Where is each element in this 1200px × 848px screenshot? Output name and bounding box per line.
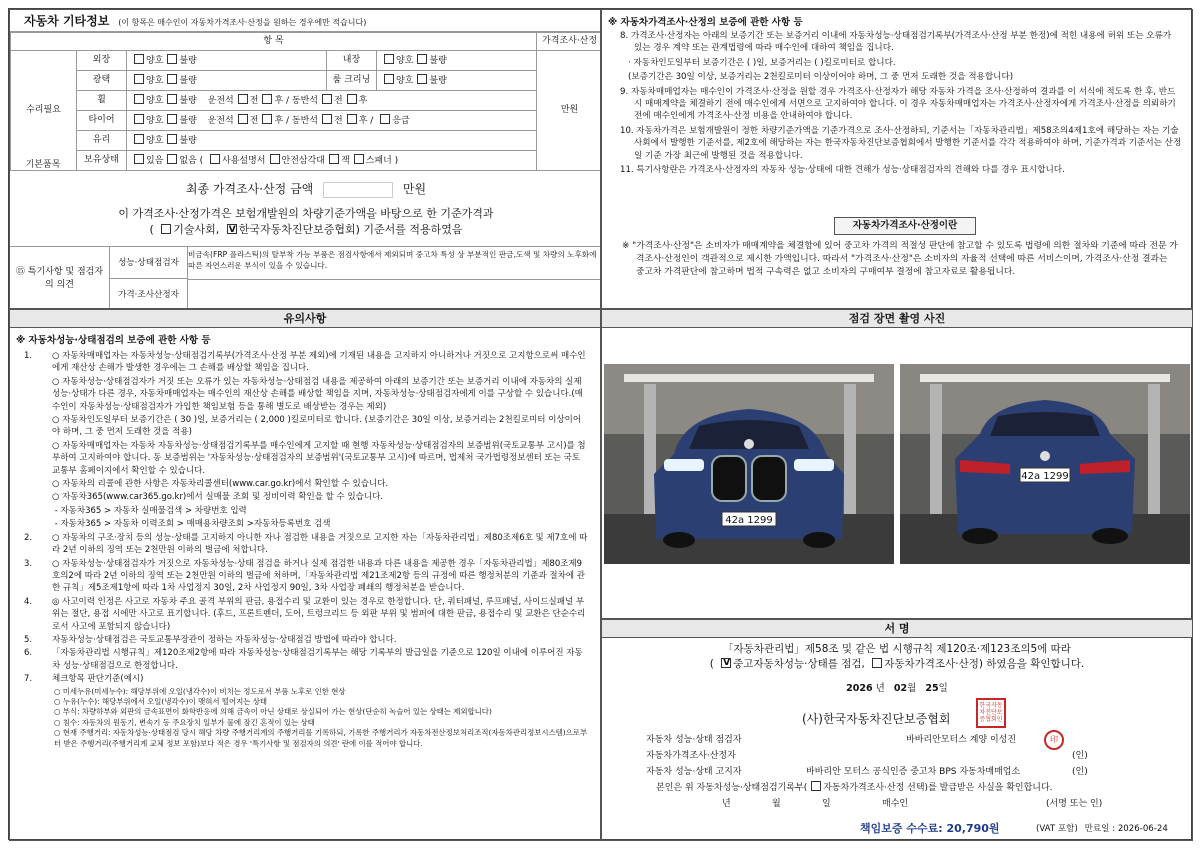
- kadi-label: 한국자동차진단보증협회) 기준서를 적용하였음: [238, 223, 463, 236]
- manual-label: 사용설명서: [222, 155, 266, 166]
- price-survey-checkbox[interactable]: [872, 658, 882, 668]
- note-number: 4.: [24, 596, 33, 607]
- note-item: [24, 350, 588, 375]
- rear-car-image: [900, 364, 1190, 564]
- wheel-driver-rear-checkbox[interactable]: [262, 94, 272, 104]
- criteria-item: ○ 누유(누수): 해당부위에서 오일(냉각수)이 맺혀서 떨어지는 상태: [54, 696, 268, 706]
- rear-label: 후: [358, 95, 368, 106]
- tech-society-checkbox[interactable]: [161, 224, 171, 234]
- front-label: 전: [249, 95, 259, 106]
- sign-year: 2026: [846, 683, 873, 694]
- cleaning-good-checkbox[interactable]: [384, 74, 394, 84]
- other-info-title: 자동차 기타정보: [24, 14, 110, 28]
- row-glass: 유리: [77, 131, 127, 151]
- price-manwon: 만원: [537, 51, 601, 171]
- wheel-good-checkbox[interactable]: [134, 94, 144, 104]
- interior-bad-checkbox[interactable]: [417, 54, 427, 64]
- para-9: [612, 86, 1182, 123]
- sign-date: [602, 680, 1192, 694]
- emergency-label: 응급: [392, 115, 410, 126]
- rear-label: 후: [274, 115, 284, 126]
- final-amount-row: [10, 178, 601, 200]
- org-seal-stamp: [976, 698, 1006, 728]
- row-wheel: 휠: [77, 91, 127, 111]
- triangle-label: 안전삼각대: [281, 155, 325, 166]
- note-text: ○ 자동차의 구조·장치 등의 성능·상태를 고지하지 아니한 자나 점검한 내용을 거짓으로 고지한 자는「자동차관리법」제80조제6호 및 제7호에 따라 2년 이하의 징역 또는 2천만원 이하의 벌금에 처합니다.: [52, 532, 588, 556]
- rear-plate-text: 42a 1299: [1021, 471, 1069, 482]
- passenger-seat-label: 동반석: [291, 95, 319, 106]
- sign-org: (사)한국자동차진단보증협회: [802, 712, 951, 726]
- front-label: 전: [334, 115, 343, 126]
- final-amount-input[interactable]: [323, 182, 393, 198]
- note-item: [30, 414, 588, 439]
- gloss-good-checkbox[interactable]: [134, 74, 144, 84]
- para-8: [612, 30, 1182, 55]
- tire-emergency-checkbox[interactable]: [380, 114, 390, 124]
- manual-checkbox[interactable]: [210, 154, 220, 164]
- org-seal-text: 한국자동차진단보증협회인: [979, 702, 1003, 723]
- note-item: [30, 478, 588, 490]
- glass-good-checkbox[interactable]: [134, 134, 144, 144]
- fee-label: 책임보증 수수료:: [860, 822, 943, 835]
- note-item: [24, 673, 588, 685]
- para-number: 11.: [620, 165, 634, 176]
- role2-seal-mark: (인): [1072, 751, 1088, 761]
- notes-list: [10, 350, 600, 686]
- sign-law-line: 「자동차관리법」제58조 및 같은 법 시행규칙 제120조·제123조의5에 따라: [723, 643, 1071, 655]
- note-text: ○ 자동차매매업자는 자동차 자동차성능·상태점검기록부를 매수인에게 고지할 때 현행 자동차성능·상태점검자의 보증범위(국토교통부 고시)를 첨부하여 고지하여야 합니다. 동 보증범위는 '자동차성능·상태점검자의 보증범위'(국토교통부 고시)에 따르며, 법제처 국가법령정보센터 또는 국토교통부 홈페이지에서 확인할 수 있습니다.: [52, 440, 586, 476]
- day-label: 일: [938, 683, 948, 694]
- note-item: [24, 532, 588, 557]
- wheel-bad-checkbox[interactable]: [167, 94, 177, 104]
- front-label: 전: [249, 115, 259, 126]
- gloss-bad-checkbox[interactable]: [167, 74, 177, 84]
- sign-roles: [646, 732, 1176, 812]
- wheel-pass-rear-checkbox[interactable]: [347, 94, 357, 104]
- para-8a: · 자동차인도일부터 보증기간은 ( )일, 보증거리는 ( )킬로미터로 합니다.: [628, 57, 896, 68]
- criteria-item: ○ 미세누유(미세누수): 해당부위에 오일(냉각수)이 비치는 정도로서 부품 노후로 인한 현상: [54, 686, 346, 696]
- basic-items-label: 기본품목: [25, 160, 61, 170]
- driver-seat-label: 운전석: [207, 95, 234, 106]
- bad-label: 불량: [179, 55, 197, 66]
- note-item: [24, 558, 588, 595]
- rear-photo: [900, 364, 1190, 564]
- row-gloss: 광택: [77, 71, 127, 91]
- rear-label: 후: [274, 95, 284, 106]
- note-item: [24, 647, 588, 672]
- note-number: 2.: [24, 532, 33, 543]
- buyer-sign-mark: (서명 또는 인): [1046, 799, 1103, 809]
- other-info-table: 항 목 가격조사·산정 수리필요 외장 양호 불량 내장 양호 불량 만원 광택 양호 불량 룸 크리닝 양호 불량 휠 양호 불량 운전석 전 후 / 동반석 전 후 타이어 양호 불량 운전석 전 후 / 동반석 전 후 / 응급 유리 양호 불량 보유상태 있음 없음 ( 사용설명서 안전삼각대 잭 스패너 ): [10, 32, 601, 171]
- fee-value: 20,790원: [946, 822, 1000, 835]
- holding-status-label: 보유상태: [77, 151, 127, 171]
- note-item: [30, 518, 588, 530]
- notes-heading: ※ 자동차성능·상태점검의 보증에 관한 사항 등: [16, 335, 211, 346]
- price-warranty-heading: ※ 자동차가격조사·산정의 보증에 관한 사항 등: [608, 17, 803, 28]
- tire-driver-rear-checkbox[interactable]: [262, 114, 272, 124]
- good-label: 양호: [146, 75, 164, 86]
- note-text: 체크항목 판단기준(예시): [52, 674, 144, 685]
- role1-label: 자동차 성능·상태 점검자: [646, 735, 742, 745]
- triangle-checkbox[interactable]: [270, 154, 280, 164]
- rear-label: 후: [358, 115, 368, 126]
- price-explain-text: ※ "가격조사·산정"은 소비자가 매매계약을 체결함에 있어 중고차 가격의 적절성 판단에 참고할 수 있도록 법령에 의한 절차와 기준에 따라 전문 가격조사·산정인이 객관적으로 제시한 가액입니다. 따라서 "가격조사·산정"은 소비자의 자율적 선택에 따른 서비스이며, 가격조사·산정 결과는 중고차 가격판단에 참고하며 법적 구속력은 없고 소비자의 구매여부 결정에 참고자료로 활용됩니다.: [622, 241, 1178, 278]
- photos-header: 점검 장면 촬영 사진: [602, 310, 1192, 328]
- front-label: 전: [334, 95, 343, 106]
- note-number: 7.: [24, 674, 33, 685]
- holding-have-checkbox[interactable]: [134, 154, 144, 164]
- role3-seal-mark: (인): [1072, 767, 1088, 777]
- price-warranty-panel: [601, 9, 1193, 309]
- final-amount-label: 최종 가격조사·산정 금액: [185, 182, 314, 196]
- note-text: ○ 자동차성능·상태점검자가 거짓 또는 오류가 있는 자동차성능·상태점검 내용을 제공하여 아래의 보증기간 또는 보증거리 이내에 자동차의 실제 성능·상태가 다른 경우, 자동차매매업자는 매수인의 재산상 손해를 배상할 책임을 지며, 자동차성능·상태점검자에게 이를 구상할 수 있습니다.(매수인이 자동차성능·상태점검자가 가입한 책임보험 등을 통해 별도로 배상받는 경우는 제외): [52, 376, 583, 412]
- inspector-seal-stamp: 印: [1044, 730, 1064, 750]
- role3-label: 자동차 성능·상태 고지자: [646, 767, 742, 777]
- other-info-panel: [9, 9, 601, 309]
- wheel-pass-front-checkbox[interactable]: [322, 94, 332, 104]
- notes-panel: [9, 309, 601, 841]
- para-11: [612, 164, 1182, 176]
- tire-driver-front-checkbox[interactable]: [238, 114, 248, 124]
- cleaning-bad-checkbox[interactable]: [417, 74, 427, 84]
- month-label: 월: [907, 683, 917, 694]
- repair-needed-label: 수리필요: [11, 51, 77, 171]
- good-label: 양호: [396, 55, 414, 66]
- basis-line1: 이 가격조사·산정가격은 보험개발원의 차량기준가액을 바탕으로 한 기준가격과: [118, 207, 494, 220]
- special-price-label: 가격·조사산정자: [110, 279, 188, 309]
- fee-meta: [1036, 822, 1168, 834]
- tech-society-label: 기술사회,: [173, 223, 220, 236]
- special-divider: [188, 279, 601, 280]
- note-item: [24, 634, 588, 646]
- interior-good-checkbox[interactable]: [384, 54, 394, 64]
- buyer-year-label: 년: [722, 799, 731, 809]
- criteria-list: [10, 687, 600, 749]
- bad-label: 불량: [179, 135, 197, 146]
- note-text: ○ 자동차성능·상태점검자가 거짓으로 자동차성능·상태 점검을 하거나 실제 점검한 내용과 다른 내용을 제공한 경우「자동차관리법」제80조제9호의2에 따라 2년 이하의 징역 또는 2천만원 이하의 벌금에 처하며,「자동차관리법 제21조제2항 등의 규정에 따른 행정처분의 기준과 절차에 관한 규칙」제5조제1항에 따라 1차 사업정지 30일, 2차 사업정지 90일, 3차 사업장 폐쇄의 행정처분을 받습니다.: [52, 558, 585, 594]
- note-text: ○ 자동차매매업자는 자동차성능·상태점검기록부(가격조사·산정 부분 제외)에 기재된 내용을 고지하지 아니하거나 거짓으로 고지함으로써 매수인에게 재산상 손해가 발생한 경우에는 그 손해를 배상할 책임을 집니다.: [52, 351, 586, 374]
- receipt-text-1: 본인은 위 자동차성능·상태점검기록부(: [656, 783, 808, 793]
- notes-header: 유의사항: [10, 310, 600, 328]
- glass-bad-checkbox[interactable]: [167, 134, 177, 144]
- receipt-row: [646, 780, 1176, 796]
- final-amount-unit: 만원: [402, 182, 427, 196]
- note-number: 6.: [24, 648, 33, 659]
- row-exterior: 외장: [77, 51, 127, 71]
- bad-label: 불량: [179, 95, 197, 106]
- buyer-row: [646, 796, 1176, 812]
- role3-name: 바바리안 모터스 공식인증 중고차 BPS 자동차매매업소: [806, 767, 1021, 777]
- criteria-item: ○ 부식: 차량하부와 외판의 금속표면이 화학반응에 의해 금속이 아닌 상태로 상실되어 가는 현상(단순히 녹슬어 있는 상태는 제외합니다): [54, 707, 492, 717]
- note-number: 3.: [24, 558, 33, 569]
- para-number: 9.: [620, 86, 629, 97]
- fee-row: [860, 820, 1000, 836]
- tire-bad-checkbox[interactable]: [167, 114, 177, 124]
- sign-day: 25: [925, 683, 939, 694]
- tire-good-checkbox[interactable]: [134, 114, 144, 124]
- good-label: 양호: [396, 75, 414, 86]
- para-text: 자동차가격은 보험개발원이 정한 차량기준가액을 기준가격으로 조사·산정하되, 기준서는「자동차관리법」제58조의4제1호에 해당하는 자는 기술사회에서 발행한 기준서를, 제2호에 해당하는 자는 한국자동차진단보증협회에서 발행한 기준서를 각각 적용하여야 하며, 기준가격과 기준서는 산정일 기준 가장 최근에 발행된 것을 적용합니다.: [634, 125, 1182, 161]
- front-plate-text: 42a 1299: [725, 515, 773, 526]
- row-interior: 내장: [327, 51, 377, 71]
- role2-label: 자동차가격조사·산정자: [646, 751, 736, 761]
- buyer-label: 매수인: [882, 799, 909, 809]
- jack-label: 잭: [340, 155, 350, 166]
- note-item: [30, 376, 588, 413]
- row-room-cleaning: 룸 크리닝: [327, 71, 377, 91]
- basis-line2: ( 기술사회, V 한국자동차진단보증협회) 기준서를 적용하였음: [10, 222, 601, 238]
- document-sheet: [8, 8, 1192, 840]
- special-inspector-label: 성능·상태점검자: [110, 247, 188, 279]
- receipt-price-checkbox[interactable]: [811, 781, 821, 791]
- criteria-item: ○ 현재 주행거리: 자동차성능·상태점검 당시 해당 차량 주행거리계의 주행거리를 기록하되, 기록한 주행거리가 자동차전산정보처리조직(자동차관리정보시스템)으로부터 받은 주행거리(주행거리계 교체 정보 포함)보다 적은 경우 '특기사항 및 점검자의 의견' 란에 이를 적어야 합니다.: [54, 728, 588, 748]
- good-label: 양호: [146, 55, 164, 66]
- bad-label: 불량: [179, 75, 197, 86]
- note-text: 자동차성능·상태점검은 국토교통부장관이 정하는 자동차성능·상태점검 방법에 따라야 합니다.: [52, 634, 397, 645]
- passenger-seat-label: 동반석: [291, 115, 319, 126]
- special-notes-label: ⑮ 특기사항 및 점검자의 의견: [10, 247, 110, 309]
- expiry-date: 만료일 : 2026-06-24: [1084, 824, 1168, 834]
- jack-checkbox[interactable]: [329, 154, 339, 164]
- basis-text: [10, 206, 601, 238]
- good-label: 양호: [146, 95, 164, 106]
- receipt-text-2: 자동차가격조사·산정 선택)를 발급받은 사실을 확인합니다.: [823, 783, 1053, 793]
- note-item: [30, 491, 588, 503]
- note-text: ○ 자동차365(www.car365.go.kr)에서 실매물 조회 및 정비이력 확인을 할 수 있습니다.: [52, 492, 384, 503]
- signature-panel: [601, 619, 1193, 841]
- other-info-note: (이 항목은 매수인이 자동차가격조사·산정을 원하는 경우에만 적습니다): [118, 18, 367, 27]
- col-price-header: 가격조사·산정: [537, 33, 601, 51]
- note-text: ○ 자동차의 리콜에 관한 사항은 자동차리콜센터(www.car.go.kr)에서 확인할 수 있습니다.: [52, 479, 389, 490]
- special-notes-section: [10, 246, 601, 309]
- photos-panel: [601, 309, 1193, 619]
- bad-label: 불량: [429, 75, 447, 86]
- wheel-driver-front-checkbox[interactable]: [238, 94, 248, 104]
- other-info-title-row: [10, 10, 600, 32]
- note-text: ○ 자동차인도일부터 보증기간은 ( 30 )일, 보증거리는 ( 2,000 )킬로미터로 합니다. (보증기간은 30일 이상, 보증거리는 2천킬로미터 이상이어야 하며, 그 중 먼저 도래한 것을 적용): [52, 415, 582, 438]
- sign-month: 02: [893, 683, 908, 694]
- para-8b: (보증기간은 30일 이상, 보증거리는 2천킬로미터 이상이어야 하며, 그 중 먼저 도래한 것을 적용합니다): [628, 72, 1014, 83]
- front-photo: [604, 364, 894, 564]
- sign-option-line: ( V중고자동차성능·상태를 점검, 자동차가격조사·산정) 하였음을 확인합니다.: [602, 657, 1192, 672]
- tire-pass-rear-checkbox[interactable]: [347, 114, 357, 124]
- good-label: 양호: [146, 135, 164, 146]
- role1-name: 바바리안모터스 계양 이성진: [906, 735, 1017, 745]
- tire-pass-front-checkbox[interactable]: [322, 114, 332, 124]
- signature-header: 서 명: [602, 620, 1192, 638]
- buyer-day-label: 일: [822, 799, 831, 809]
- holding-none-checkbox[interactable]: [167, 154, 177, 164]
- role-row-3: [646, 764, 1176, 780]
- spanner-label: 스패너: [365, 155, 392, 166]
- driver-seat-label: 운전석: [207, 115, 234, 126]
- para-text: 가격조사·산정자는 아래의 보증기간 또는 보증거리 이내에 자동차성능·상태점검기록부(가격조사·산정 부분 한정)에 적힌 내용에 허위 또는 오류가 있는 경우 계약 또는 관계법령에 따라 매수인에 대하여 책임을 집니다.: [630, 31, 1172, 54]
- bad-label: 불량: [429, 55, 447, 66]
- buyer-month-label: 월: [772, 799, 781, 809]
- used-car-inspect-checkbox[interactable]: [721, 658, 731, 668]
- fee-note: (VAT 포함): [1036, 824, 1078, 834]
- role-row-2: [646, 748, 1176, 764]
- role-row-1: [646, 732, 1176, 748]
- note-item: [30, 505, 588, 517]
- note-item: [24, 596, 588, 633]
- criteria-item: ○ 침수: 자동차의 원동기, 변속기 등 주요장치 일부가 물에 잠긴 흔적이 있는 상태: [54, 717, 315, 727]
- note-number: 1.: [24, 351, 33, 361]
- exterior-bad-checkbox[interactable]: [167, 54, 177, 64]
- note-text: - 자동차365 > 자동차 이력조회 > 매매용차량조회 >자동차등록번호 검색: [52, 519, 331, 530]
- note-text: ◎ 사고이력 인정은 사고로 자동차 주요 골격 부위의 판금, 용접수리 및 교환이 있는 경우로 한정합니다. 단, 쿼터패널, 루프패널, 사이드실패널 부위는 절단, 용접 시에만 사고로 표기합니다. (후드, 프론트펜더, 도어, 트렁크리드 등 외판 부위 및 범퍼에 대한 판금, 용접수리 및 교환은 단순수리로서 사고에 포함되지 않습니다): [52, 596, 586, 632]
- have-label: 있음: [146, 155, 164, 166]
- good-label: 양호: [146, 115, 164, 126]
- para-number: 8.: [620, 31, 629, 41]
- used-car-inspect-label: 중고자동차성능·상태를 점검,: [733, 658, 865, 670]
- para-number: 10.: [620, 125, 634, 136]
- spanner-checkbox[interactable]: [354, 154, 364, 164]
- para-10: [612, 125, 1182, 162]
- note-number: 5.: [24, 634, 33, 645]
- note-item: [30, 440, 588, 477]
- para-text: 특기사항란은 가격조사·산정자의 자동차 성능·상태에 대한 견해가 성능·상태점검자의 견해와 다를 경우 표시합니다.: [636, 165, 1065, 176]
- col-item-header: 항 목: [11, 33, 537, 51]
- price-warranty-body: [602, 30, 1192, 176]
- para-text: 자동차매매업자는 매수인이 가격조사·산정을 원할 경우 가격조사·산정자가 해당 자동차 가격을 조사·산정하여 결과를 이 서식에 적도록 한 후, 반드시 매매계약을 체결하기 전에 매수인에게 서면으로 고지하여야 합니다. 이 경우 자동차매매업자는 가격조사·산정자에게 가격조사·산정을 의뢰하기 전에 매수인에게 가격조사·산정 비용을 안내하여야 합니다.: [630, 86, 1176, 122]
- year-label: 년: [875, 683, 885, 694]
- row-tire: 타이어: [77, 111, 127, 131]
- note-text: - 자동차365 > 자동차 실매물검색 > 차량번호 입력: [52, 505, 247, 516]
- price-explain-title: 자동차가격조사·산정이란: [834, 217, 976, 235]
- exterior-good-checkbox[interactable]: [134, 54, 144, 64]
- kadi-checkbox[interactable]: [227, 224, 237, 234]
- none-label: 없음: [179, 155, 197, 166]
- price-survey-label: 자동차가격조사·산정) 하였음을 확인합니다.: [884, 658, 1085, 670]
- front-car-image: [604, 364, 894, 564]
- bad-label: 불량: [179, 115, 197, 126]
- note-text: 「자동차관리법 시행규칙」제120조제2항에 따라 자동차성능·상태점검기록부는 해당 기록부의 발급일을 기준으로 120일 이내에 이루어진 자동차 성능·상태점검으로 한정합니다.: [52, 648, 583, 671]
- special-notes-text: 비금속(FRP 플라스틱)의 탈부착 가능 부품은 점검사항에서 제외되며 중고차 특성 상 부분적인 판금,도색 및 차량의 노후화에 따른 자연스러운 부식이 있을 수 있습니다.: [188, 250, 597, 270]
